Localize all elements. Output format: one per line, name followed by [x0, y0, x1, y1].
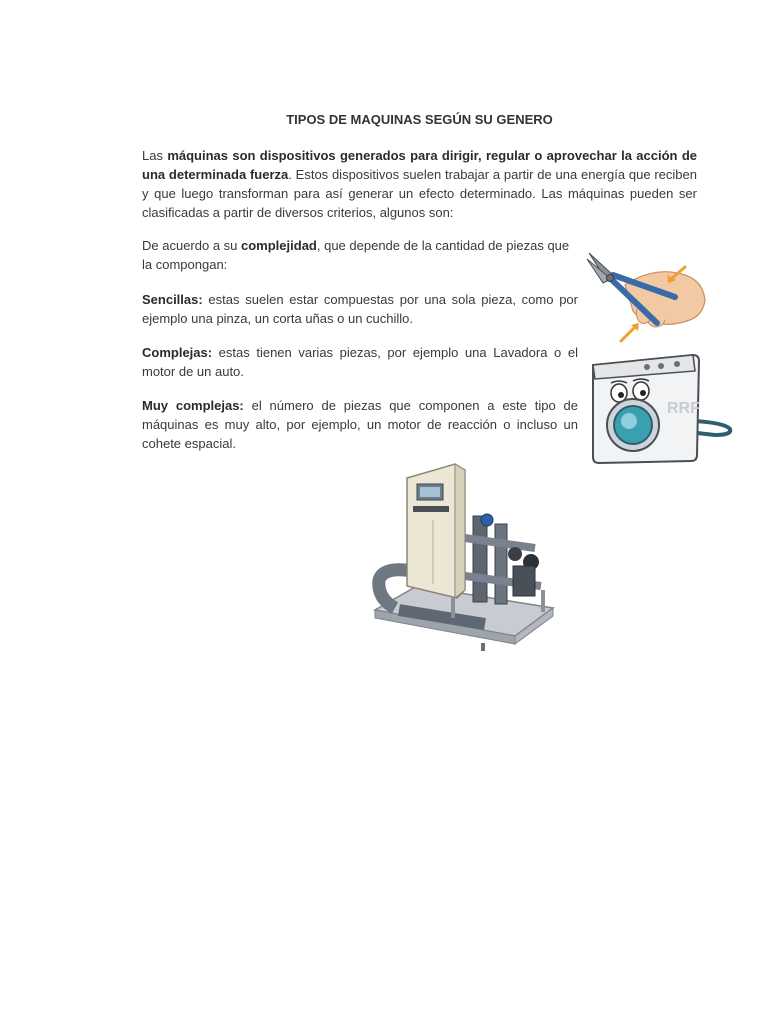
complexity-paragraph: [142, 236, 578, 274]
washing-machine-cartoon: [585, 343, 735, 468]
muy-complejas-label: Muy complejas:: [142, 398, 244, 413]
washer-watermark: RRF: [667, 400, 700, 417]
complejas-label: Complejas:: [142, 345, 213, 360]
complejas-paragraph: [142, 343, 578, 381]
complexity-text-2: , que depende de la cantidad de piezas que la compongan:: [142, 238, 570, 272]
page-title: TIPOS DE MAQUINAS SEGÚN SU GENERO: [286, 112, 553, 127]
intro-text-2: . Estos dispositivos suelen trabajar a partir de una energía que reciben y que luego transforman para así generar un efecto determinado. Las máquinas pueden ser clasificadas a partir de diversos criterios, algunos son:: [142, 167, 697, 220]
complejas-text: estas tienen varias piezas, por ejemplo una Lavadora o el motor de un auto.: [142, 345, 578, 379]
pliers-in-hand-illustration: [585, 245, 710, 345]
sencillas-label: Sencillas:: [142, 292, 203, 307]
muy-complejas-text: el número de piezas que componen a este tipo de máquinas es muy alto, por ejemplo, un motor de reacción o incluso un cohete espacial.: [142, 398, 578, 451]
muy-complejas-paragraph: [142, 396, 578, 453]
intro-paragraph: [142, 146, 697, 222]
intro-bold: máquinas son dispositivos generados para dirigir, regular o aprovechar la acción de una determinada fuerza: [142, 148, 697, 182]
industrial-pump-unit-photo: [365, 458, 557, 653]
sencillas-paragraph: [142, 290, 578, 328]
complexity-bold: complejidad: [241, 238, 317, 253]
intro-text-1: Las: [142, 148, 168, 163]
complexity-text-1: De acuerdo a su: [142, 238, 242, 253]
sencillas-text: estas suelen estar compuestas por una sola pieza, como por ejemplo una pinza, un corta uñas o un cuchillo.: [142, 292, 578, 326]
